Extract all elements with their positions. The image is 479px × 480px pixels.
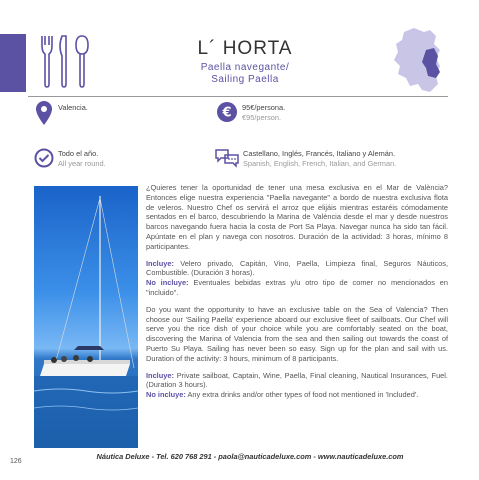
description-en: Do you want the opportunity to have an exclusive table on the Sea of Valencia? Then choose our 'Sailing Paella' experience aboard our exclusive fleet of sailboats. Our Chef will serve you the rice dish of your choice while you are comfortably seated on the boat, discovering the Marina of Valencia from the sea and then sailing out towards the coast of Puerto Su Playa. Sailing has never been so easy. Sign up for the plan and sail with us. Duration of the activity: 3 hours, minimum of 8 participants.: [146, 304, 448, 363]
season-text-es: Todo el año.: [58, 149, 99, 158]
excludes-es: [146, 278, 448, 298]
location-text: Valencia.: [58, 103, 88, 112]
info-price: [242, 103, 285, 123]
info-languages: [243, 149, 396, 169]
excludes-en: [146, 390, 448, 400]
includes-label-es: Incluye:: [146, 258, 174, 268]
includes-es: [146, 259, 448, 279]
info-season: [58, 149, 106, 169]
season-text-en: All year round.: [58, 159, 106, 168]
sailboat-illustration: [34, 186, 138, 448]
excludes-label-es: No incluye:: [146, 278, 189, 288]
includes-en: [146, 371, 448, 391]
page-number: 126: [10, 458, 22, 465]
subtitle-spanish: Paella navegante/: [200, 62, 290, 73]
languages-text-en: Spanish, English, French, Italian, and German.: [243, 159, 397, 168]
price-text-en: €95/person.: [242, 113, 282, 122]
sailboat-photo: [34, 186, 138, 448]
languages-text-es: Castellano, Inglés, Francés, Italiano y Alemán.: [243, 149, 395, 158]
excludes-text-es: Eventuales bebidas extras y/u otro tipo de comer no mencionados en "incluido".: [146, 278, 448, 297]
svg-text:€: €: [222, 105, 232, 121]
excludes-label-en: No incluye:: [146, 390, 186, 400]
location-pin-icon: [36, 101, 52, 125]
includes-text-en: Private sailboat, Captain, Wine, Paella, Final cleaning, Nautical Insurances, Fuel. (Duration 3 hours).: [146, 370, 448, 390]
euro-icon: [216, 101, 238, 123]
footer-contact: Náutica Deluxe - Tel. 620 768 291 - paola@nauticadeluxe.com - www.nauticadeluxe.com: [96, 452, 404, 461]
includes-text-es: Velero privado, Capitán, Vino, Paella, Limpieza final, Seguros Náuticos, Combustible. (Duración 3 horas).: [146, 258, 448, 278]
info-location: [58, 103, 88, 113]
checkmark-circle-icon: [34, 148, 54, 168]
cutlery-icon: [36, 34, 98, 90]
speech-bubbles-icon: [214, 148, 240, 168]
subtitle-english: Sailing Paella: [211, 74, 279, 85]
description-text: [146, 183, 448, 400]
includes-label-en: Incluye:: [146, 370, 174, 380]
header-divider: [28, 96, 448, 97]
description-es: ¿Quieres tener la oportunidad de tener una mesa exclusiva en el Mar de València? Entonces elige nuestra experiencia "Paella navegante" a bordo de nuestra exclusiva flota de veleros. Nuestro Chef os servirá el arroz que elijáis mientras estaréis cómodamente sentados en el barco, descubriendo la Marina de València desde el mar y desde nuestros barcos navegando fuera hacia la costa de Port Sa Playa. Navegar nunca ha sido tan fácil. Apúntate en el plan y navega con nosotros. Duración de la actividad: 3 horas, mínimo 8 participantes.: [146, 183, 448, 251]
excludes-text-en: Any extra drinks and/or other types of food not mentioned in 'Included'.: [185, 390, 419, 400]
price-text-es: 95€/persona.: [242, 103, 286, 112]
section-tab: [0, 34, 26, 92]
page-title: L´ HORTA: [197, 38, 293, 59]
region-map-icon: [392, 26, 454, 94]
